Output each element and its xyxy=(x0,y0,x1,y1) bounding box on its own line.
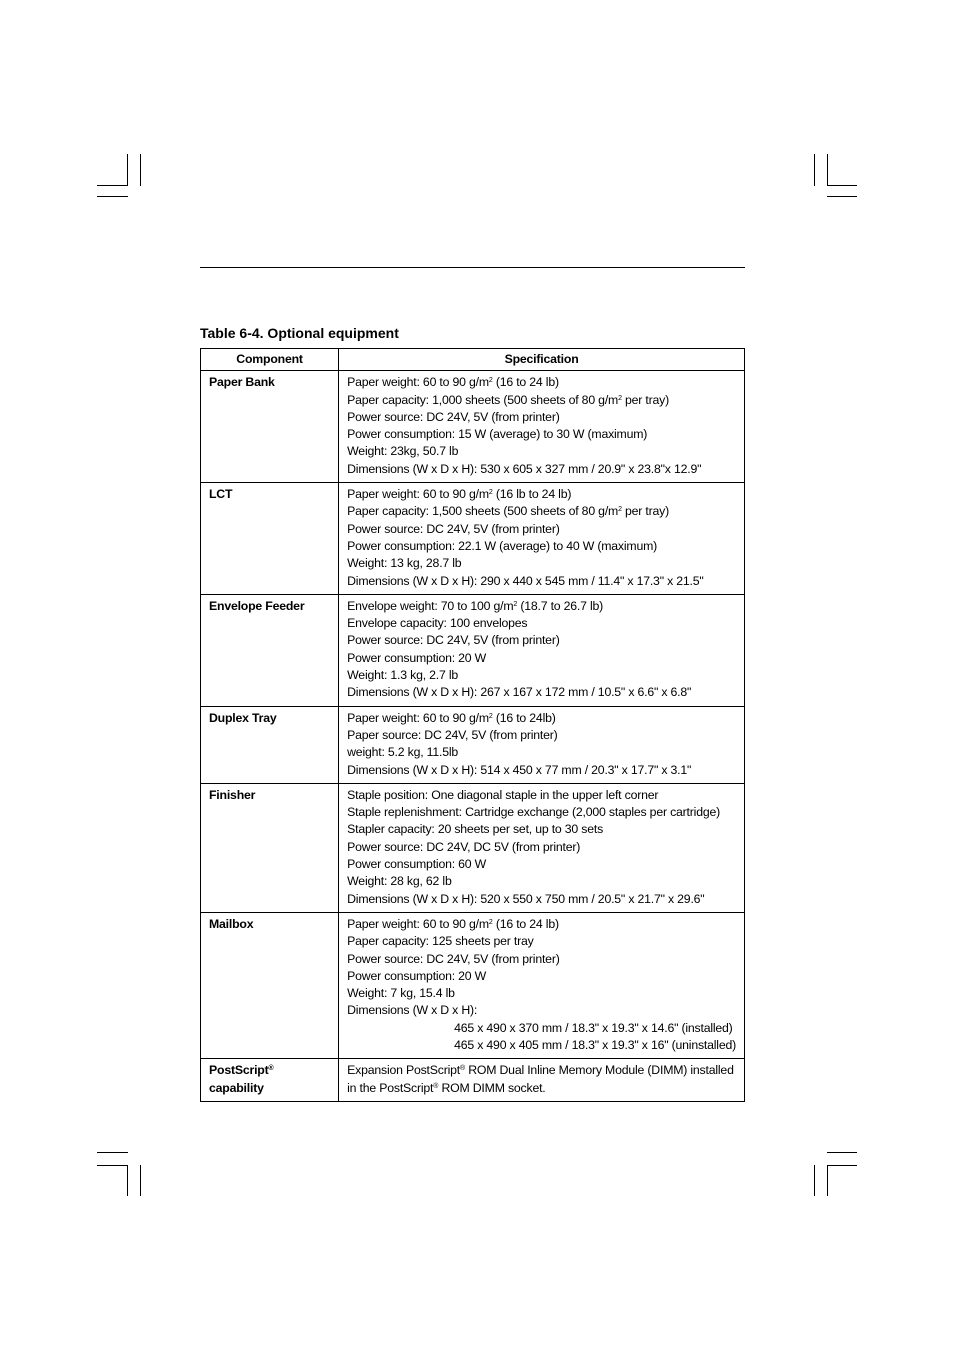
spec-line xyxy=(347,787,736,804)
spec-line xyxy=(347,1062,736,1079)
spec-text: per tray) xyxy=(621,504,669,519)
spec-text: ROM Dual Inline Memory Module (DIMM) installed xyxy=(464,1063,734,1078)
specification-cell xyxy=(339,706,745,783)
spec-text: weight: 5.2 kg, 11.5lb xyxy=(347,745,459,760)
spec-text: Power source: DC 24V, 5V (from printer) xyxy=(347,521,560,536)
spec-line xyxy=(347,667,736,684)
crop-mark xyxy=(127,1165,128,1196)
component-cell xyxy=(201,371,339,483)
specification-cell xyxy=(339,594,745,706)
spec-line xyxy=(347,461,736,478)
spec-text: Paper weight: 60 to 90 g/m xyxy=(347,487,489,502)
crop-mark xyxy=(127,154,128,186)
spec-text: (16 to 24lb) xyxy=(492,710,556,725)
spec-text: Weight: 7 kg, 15.4 lb xyxy=(347,986,455,1001)
spec-text: Power consumption: 22.1 W (average) to 40 W (maximum) xyxy=(347,538,658,553)
superscript: 2 xyxy=(488,377,493,385)
spec-line xyxy=(347,985,736,1002)
spec-text: (16 to 24 lb) xyxy=(492,375,559,390)
spec-line xyxy=(347,821,736,838)
superscript: 2 xyxy=(513,600,518,608)
spec-line xyxy=(347,374,736,391)
superscript: 2 xyxy=(618,506,622,514)
component-name: Envelope Feeder xyxy=(209,598,305,613)
spec-text: in the PostScript xyxy=(347,1080,434,1095)
superscript: 2 xyxy=(488,918,493,926)
crop-mark xyxy=(97,1152,128,1153)
spec-line xyxy=(347,573,736,590)
table-row xyxy=(201,1059,745,1102)
superscript: 2 xyxy=(488,489,493,497)
component-cell xyxy=(201,706,339,783)
superscript: 2 xyxy=(618,394,622,402)
crop-mark xyxy=(140,154,141,186)
component-name-suffix: capability xyxy=(209,1080,264,1095)
spec-text: Power consumption: 20 W xyxy=(347,650,487,665)
specification-cell xyxy=(339,483,745,595)
table-row xyxy=(201,912,745,1058)
spec-line xyxy=(347,521,736,538)
spec-text: Dimensions (W x D x H): 290 x 440 x 545 mm / 11.4" x 17.3" x 21.5" xyxy=(347,573,704,588)
component-cell xyxy=(201,483,339,595)
superscript: ® xyxy=(460,1065,465,1073)
spec-line xyxy=(347,727,736,744)
component-name: LCT xyxy=(209,487,233,502)
component-name: Finisher xyxy=(209,787,256,802)
spec-text: Dimensions (W x D x H): 514 x 450 x 77 mm / 20.3" x 17.7" x 3.1" xyxy=(347,762,692,777)
table-row xyxy=(201,371,745,483)
table-row xyxy=(201,483,745,595)
spec-text: Power consumption: 60 W xyxy=(347,857,487,872)
crop-mark xyxy=(97,185,128,186)
spec-line xyxy=(347,615,736,632)
spec-line xyxy=(347,744,736,761)
component-cell xyxy=(201,783,339,912)
crop-mark xyxy=(814,1165,815,1196)
spec-text: Power consumption: 20 W xyxy=(347,968,487,983)
spec-text: Dimensions (W x D x H): 520 x 550 x 750 mm / 20.5" x 21.7" x 29.6" xyxy=(347,891,705,906)
table-row xyxy=(201,594,745,706)
spec-line xyxy=(347,916,736,933)
header-rule xyxy=(200,267,745,268)
spec-line-indented: 465 x 490 x 405 mm / 18.3" x 19.3" x 16" (uninstalled) xyxy=(454,1037,736,1052)
column-header-component: Component xyxy=(201,349,339,371)
column-header-specification: Specification xyxy=(339,349,745,371)
spec-text: Paper source: DC 24V, 5V (from printer) xyxy=(347,727,558,742)
crop-mark xyxy=(827,196,857,197)
spec-text: Weight: 28 kg, 62 lb xyxy=(347,874,452,889)
spec-line xyxy=(347,968,736,985)
spec-line xyxy=(347,804,736,821)
superscript: ® xyxy=(433,1082,439,1090)
spec-text: (18.7 to 26.7 lb) xyxy=(517,598,604,613)
spec-line xyxy=(347,710,736,727)
spec-line xyxy=(347,503,736,520)
specification-cell xyxy=(339,783,745,912)
component-name: Duplex Tray xyxy=(209,710,277,725)
specification-cell xyxy=(339,1059,745,1102)
spec-text: Power source: DC 24V, 5V (from printer) xyxy=(347,951,560,966)
spec-line xyxy=(347,443,736,460)
crop-mark xyxy=(97,196,128,197)
spec-text: Paper weight: 60 to 90 g/m xyxy=(347,916,489,931)
spec-text: Dimensions (W x D x H): 530 x 605 x 327 mm / 20.9" x 23.8"x 12.9" xyxy=(347,461,702,476)
registered-mark: ® xyxy=(268,1065,274,1073)
table-body xyxy=(201,371,745,1102)
spec-text: Paper weight: 60 to 90 g/m xyxy=(347,710,489,725)
spec-line xyxy=(347,1080,736,1097)
component-cell xyxy=(201,912,339,1058)
spec-line xyxy=(347,856,736,873)
spec-text: (16 to 24 lb) xyxy=(492,916,559,931)
superscript: 2 xyxy=(488,712,493,720)
spec-text: Stapler capacity: 20 sheets per set, up to 30 sets xyxy=(347,822,604,837)
spec-text: Staple position: One diagonal staple in the upper left corner xyxy=(347,787,659,802)
spec-text: Envelope weight: 70 to 100 g/m xyxy=(347,598,514,613)
spec-text: Dimensions (W x D x H): 267 x 167 x 172 mm / 10.5" x 6.6" x 6.8" xyxy=(347,685,692,700)
component-name: PostScript xyxy=(209,1063,269,1078)
table-caption: Table 6-4. Optional equipment xyxy=(200,325,399,341)
spec-text: ROM DIMM socket. xyxy=(438,1080,546,1095)
spec-text: Weight: 13 kg, 28.7 lb xyxy=(347,556,462,571)
crop-mark xyxy=(827,185,857,186)
spec-text: Dimensions (W x D x H): xyxy=(347,1003,478,1018)
spec-line xyxy=(347,1002,736,1019)
spec-text: Paper capacity: 125 sheets per tray xyxy=(347,934,534,949)
spec-line xyxy=(347,873,736,890)
spec-text: Envelope capacity: 100 envelopes xyxy=(347,616,528,631)
table-header-row xyxy=(201,349,745,371)
crop-mark xyxy=(827,1152,857,1153)
table-row xyxy=(201,706,745,783)
crop-mark xyxy=(827,1165,828,1196)
spec-text: Power source: DC 24V, 5V (from printer) xyxy=(347,409,560,424)
spec-text: per tray) xyxy=(621,392,669,407)
spec-text: Power consumption: 15 W (average) to 30 W (maximum) xyxy=(347,427,648,442)
spec-line xyxy=(347,762,736,779)
table-row xyxy=(201,783,745,912)
spec-text: Power source: DC 24V, DC 5V (from printer) xyxy=(347,839,581,854)
component-name: Paper Bank xyxy=(209,375,275,390)
crop-mark xyxy=(827,1165,857,1166)
specification-cell xyxy=(339,371,745,483)
component-name: Mailbox xyxy=(209,916,254,931)
spec-text: Paper capacity: 1,500 sheets (500 sheets of 80 g/m xyxy=(347,504,619,519)
spec-text: Paper capacity: 1,000 sheets (500 sheets of 80 g/m xyxy=(347,392,619,407)
spec-text: Expansion PostScript xyxy=(347,1063,461,1078)
specification-cell xyxy=(339,912,745,1058)
spec-line xyxy=(347,684,736,701)
spec-line xyxy=(347,933,736,950)
spec-text: Weight: 23kg, 50.7 lb xyxy=(347,444,459,459)
spec-line xyxy=(347,426,736,443)
spec-text: Paper weight: 60 to 90 g/m xyxy=(347,375,489,390)
crop-mark xyxy=(140,1165,141,1196)
spec-line-indented: 465 x 490 x 370 mm / 18.3" x 19.3" x 14.6" (installed) xyxy=(454,1020,733,1035)
spec-line xyxy=(347,392,736,409)
spec-line xyxy=(347,650,736,667)
spec-text: Staple replenishment: Cartridge exchange (2,000 staples per cartridge) xyxy=(347,805,721,820)
spec-line xyxy=(347,538,736,555)
spec-line xyxy=(347,632,736,649)
crop-mark xyxy=(814,154,815,186)
crop-mark xyxy=(97,1165,128,1166)
spec-line xyxy=(347,409,736,426)
spec-line xyxy=(347,891,736,908)
spec-text: (16 lb to 24 lb) xyxy=(492,487,572,502)
spec-text: Power source: DC 24V, 5V (from printer) xyxy=(347,633,560,648)
optional-equipment-table xyxy=(200,348,745,1102)
spec-line xyxy=(347,951,736,968)
spec-text: Weight: 1.3 kg, 2.7 lb xyxy=(347,668,459,683)
spec-line xyxy=(347,839,736,856)
spec-line xyxy=(347,486,736,503)
crop-mark xyxy=(827,154,828,186)
component-cell xyxy=(201,1059,339,1102)
component-cell xyxy=(201,594,339,706)
spec-line xyxy=(347,598,736,615)
spec-line xyxy=(347,555,736,572)
